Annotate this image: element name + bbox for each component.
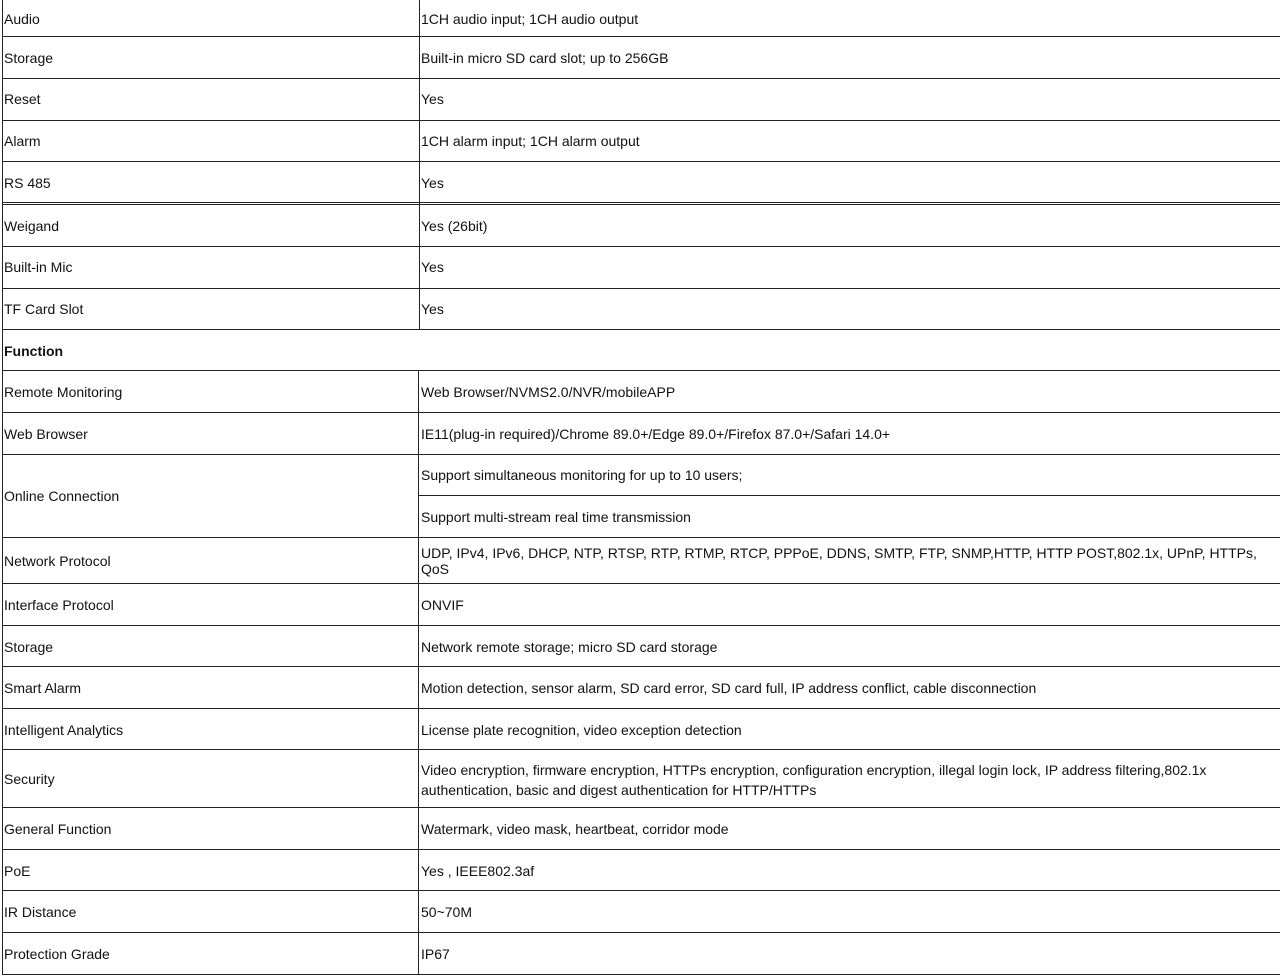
spec-row-protection-grade [0, 933, 1280, 974]
spec-row-web-browser [0, 413, 1280, 454]
spec-value: ONVIF [421, 597, 464, 613]
spec-label: Alarm [4, 133, 41, 149]
grid-line [2, 708, 1280, 709]
grid-line [2, 849, 1280, 850]
spec-value: 1CH alarm input; 1CH alarm output [421, 133, 640, 149]
spec-row-security [0, 750, 1280, 808]
grid-line [2, 583, 1280, 584]
spec-row-intelligent-analytics [0, 709, 1280, 750]
spec-label: Storage [4, 49, 54, 66]
section-title: Function [4, 342, 64, 359]
spec-value: Web Browser/NVMS2.0/NVR/mobileAPP [421, 384, 676, 400]
spec-label: TF Card Slot [4, 301, 84, 317]
spec-label: Remote Monitoring [4, 384, 123, 400]
grid-line [2, 666, 1280, 667]
spec-value: License plate recognition, video exception detection [421, 721, 742, 738]
spec-value: Network remote storage; micro SD card storage [421, 638, 718, 655]
spec-label: IR Distance [4, 904, 77, 920]
grid-line [2, 749, 1280, 750]
grid-line [2, 625, 1280, 626]
grid-line [2, 974, 1280, 975]
spec-value: UDP, IPv4, IPv6, DHCP, NTP, RTSP, RTP, RTMP, RTCP, PPPoE, DDNS, SMTP, FTP, SNMP,HTTP, HTTP POST,802.1x, UPnP, HTTPs, QoS [421, 545, 1257, 577]
spec-row-online-connection [0, 454, 1280, 538]
spec-label: General Function [4, 821, 112, 837]
spec-label: Audio [4, 10, 40, 27]
spec-label: Network Protocol [4, 553, 111, 569]
grid-line [2, 329, 1280, 330]
grid-line [2, 537, 1280, 538]
spec-label: Security [4, 771, 55, 787]
grid-line [2, 890, 1280, 891]
grid-line [419, 0, 420, 330]
spec-label: PoE [4, 862, 31, 879]
grid-line [2, 246, 1280, 247]
spec-row-audio [0, 0, 1280, 37]
spec-value: Yes [421, 301, 444, 317]
spec-row-poe [0, 850, 1280, 891]
spec-row-interface-protocol [0, 584, 1280, 626]
spec-value: Yes [421, 91, 444, 107]
spec-label: Built-in Mic [4, 259, 73, 275]
spec-value: Yes , IEEE802.3af [421, 862, 535, 879]
spec-value: IP67 [421, 945, 450, 962]
grid-line [2, 370, 1280, 371]
grid-line [2, 807, 1280, 808]
grid-line [2, 454, 1280, 455]
grid-line [2, 288, 1280, 289]
spec-value: Yes (26bit) [421, 217, 488, 234]
spec-value: Support multi-stream real time transmission [421, 509, 691, 525]
grid-line [2, 161, 1280, 162]
spec-label: Smart Alarm [4, 680, 82, 696]
spec-value: Support simultaneous monitoring for up to 10 users; [421, 467, 743, 483]
spec-row-rs485 [0, 162, 1280, 203]
spec-value: Watermark, video mask, heartbeat, corridor mode [421, 821, 729, 837]
grid-line [2, 78, 1280, 79]
spec-row-network-protocol [0, 538, 1280, 584]
spec-value: 50~70M [421, 904, 472, 920]
grid-line [2, 412, 1280, 413]
spec-value: Motion detection, sensor alarm, SD card error, SD card full, IP address conflict, cable disconnection [421, 680, 1037, 696]
spec-row-remote-monitoring [0, 371, 1280, 413]
spec-row-builtin-mic [0, 246, 1280, 288]
spec-value: Yes [421, 174, 444, 191]
spec-row-reset [0, 78, 1280, 120]
spec-label: RS 485 [4, 174, 51, 191]
spec-value: Built-in micro SD card slot; up to 256GB [421, 49, 669, 66]
spec-label: Weigand [4, 217, 60, 234]
spec-row-tf-card-slot [0, 288, 1280, 330]
grid-line [2, 202, 1280, 203]
grid-line [2, 204, 1280, 205]
spec-value: IE11(plug-in required)/Chrome 89.0+/Edge 89.0+/Firefox 87.0+/Safari 14.0+ [421, 425, 891, 442]
spec-row-alarm [0, 120, 1280, 162]
spec-value: Yes [421, 259, 444, 275]
spec-label: Web Browser [4, 425, 88, 442]
grid-line [2, 932, 1280, 933]
spec-label: Interface Protocol [4, 597, 114, 613]
spec-label: Storage [4, 638, 54, 655]
grid-line [2, 120, 1280, 121]
spec-value: Video encryption, firmware encryption, HTTPs encryption, configuration encryption, illegal login lock, IP address filtering,802.1x authentication, basic and digest authentication for HTTP/HTTPs [421, 761, 1207, 798]
grid-line [2, 0, 3, 975]
spec-row-weigand [0, 205, 1280, 246]
section-header-function [0, 330, 1280, 371]
spec-row-ir-distance [0, 891, 1280, 933]
spec-label: Reset [4, 91, 41, 107]
spec-row-storage-function [0, 626, 1280, 667]
spec-row-general-function [0, 808, 1280, 850]
spec-row-storage [0, 37, 1280, 78]
spec-value: 1CH audio input; 1CH audio output [421, 10, 639, 27]
spec-row-smart-alarm [0, 667, 1280, 709]
grid-line [418, 370, 419, 975]
spec-label: Intelligent Analytics [4, 721, 124, 738]
spec-label: Protection Grade [4, 945, 110, 962]
grid-line [419, 495, 1280, 496]
spec-label: Online Connection [4, 488, 120, 504]
grid-line [2, 36, 1280, 37]
